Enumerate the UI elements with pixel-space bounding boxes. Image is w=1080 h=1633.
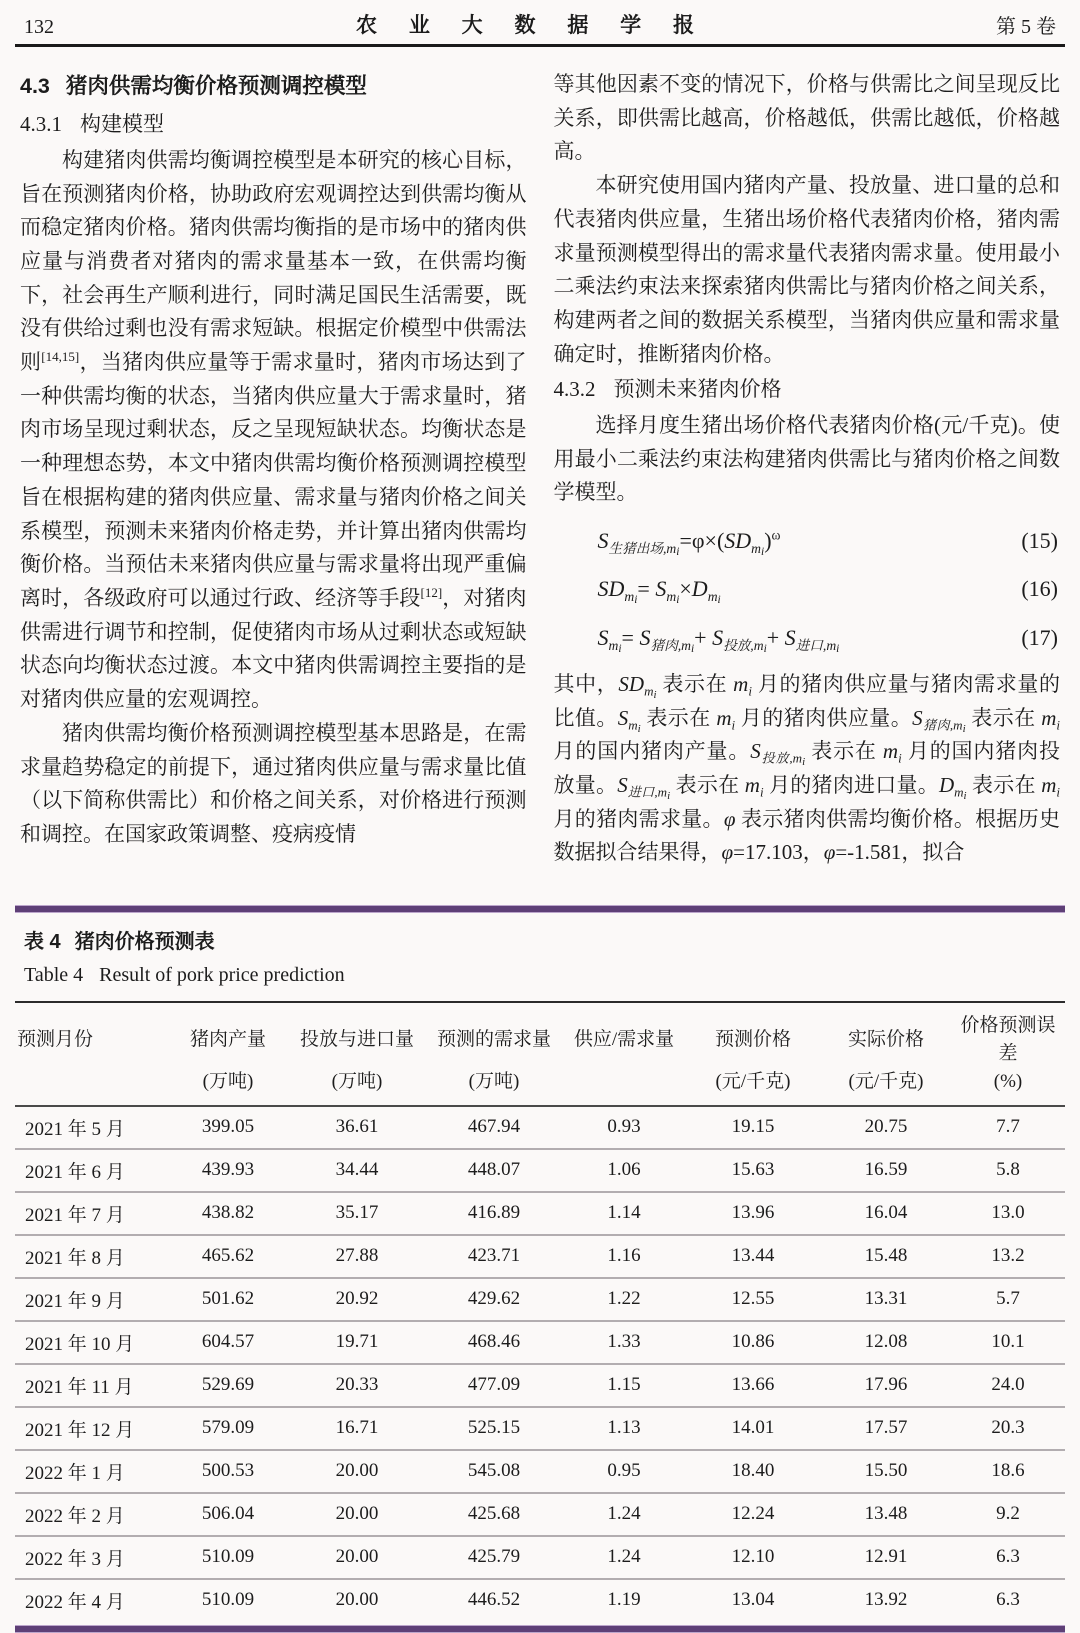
text-segment: 进口,m — [795, 637, 837, 653]
table-cell: 19.71 — [335, 1331, 379, 1353]
table-cell: 13.92 — [864, 1589, 908, 1611]
table-cell: 2021 年 8 月 — [25, 1247, 125, 1269]
table-body — [15, 1106, 1065, 1621]
table-row — [15, 1149, 1065, 1192]
table-cell: 2022 年 4 月 — [25, 1591, 125, 1613]
text-segment: m — [608, 637, 619, 653]
table-cell: 416.89 — [467, 1202, 521, 1224]
table-cell: 545.08 — [467, 1460, 521, 1482]
table-cell: 2021 年 9 月 — [25, 1290, 125, 1312]
table-cell: 10.86 — [731, 1331, 775, 1353]
table-row — [15, 1364, 1065, 1407]
table-row — [15, 1450, 1065, 1493]
text-segment: 投放,m — [723, 637, 764, 653]
table-cell: 1.24 — [607, 1503, 641, 1525]
superscript: ω — [771, 527, 781, 543]
table-cell: 2021 年 6 月 — [25, 1161, 125, 1183]
formula — [554, 620, 840, 655]
text-segment: φ — [823, 840, 836, 865]
text-segment: S — [712, 624, 724, 650]
table-captions — [0, 913, 1080, 991]
table-caption-zh-title: 猪肉价格预测表 — [74, 931, 215, 953]
table-cell: 2021 年 10 月 — [25, 1333, 135, 1355]
table-cell: 14.01 — [731, 1417, 775, 1439]
text-segment: 生猪出场,m — [608, 540, 677, 556]
text-segment: 等其他因素不变的情况下，价格与供需比之间呈现反比关系，即供需比越高，价格越低，供需比越低，价格越高。 — [553, 72, 1060, 164]
text-segment: S — [912, 705, 923, 730]
table-cell: 446.52 — [467, 1589, 521, 1611]
table-cell: 19.15 — [731, 1116, 775, 1138]
table-cell: 0.93 — [607, 1116, 641, 1138]
text-segment: 月的猪肉进口量。 — [763, 773, 939, 798]
table-top-accent-bar — [15, 905, 1065, 913]
table-row — [15, 1407, 1065, 1450]
text-segment: m — [644, 683, 654, 699]
table-cell: 529.69 — [201, 1374, 255, 1396]
table-caption-zh-number: 表 4 — [24, 931, 61, 953]
table-cell: 468.46 — [467, 1331, 521, 1353]
table-cell: 2021 年 7 月 — [25, 1204, 125, 1226]
subsection-number: 4.3.1 — [20, 112, 62, 137]
table-cell: 20.3 — [991, 1417, 1025, 1439]
table-cell: 24.0 — [991, 1374, 1025, 1396]
text-segment: S — [597, 528, 609, 554]
table-cell: 20.00 — [335, 1589, 379, 1611]
column-unit: (万吨) — [468, 1071, 520, 1093]
table-bottom-accent-bar — [15, 1625, 1065, 1633]
table-cell: 18.40 — [731, 1460, 775, 1482]
table-cell: 7.7 — [996, 1116, 1020, 1138]
text-segment: SD — [597, 576, 625, 602]
table-cell: 15.50 — [864, 1460, 908, 1482]
table-row — [15, 1536, 1065, 1579]
table-cell: 525.15 — [467, 1417, 521, 1439]
column-header: 预测月份 — [17, 1028, 94, 1050]
table-cell: 5.8 — [996, 1159, 1020, 1181]
table-cell: 2022 年 1 月 — [25, 1462, 125, 1484]
text-segment: + — [766, 624, 785, 650]
text-segment: m — [751, 540, 762, 556]
table-cell: 1.33 — [607, 1331, 641, 1353]
text-segment: S — [750, 739, 761, 764]
table-cell: 448.07 — [467, 1159, 521, 1181]
table-cell: 477.09 — [467, 1374, 521, 1396]
right-column — [554, 68, 1061, 896]
table-cell: 1.13 — [607, 1417, 641, 1439]
table-cell: 20.00 — [335, 1546, 379, 1568]
text-segment: S — [617, 705, 629, 730]
text-segment: m — [954, 784, 964, 800]
table-cell: 1.14 — [607, 1202, 641, 1224]
column-unit: (%) — [993, 1071, 1023, 1093]
text-segment: i — [731, 717, 736, 733]
formula-row — [554, 620, 1061, 655]
table-cell: 2021 年 12 月 — [25, 1419, 135, 1441]
column-header: 投放与进口量 — [299, 1028, 414, 1050]
subsection-heading — [554, 373, 1061, 407]
table-cell: 604.57 — [201, 1331, 255, 1353]
table-cell: 13.31 — [864, 1288, 908, 1310]
table-cell: 510.09 — [201, 1589, 255, 1611]
text-segment: 月的国内猪肉投放量。 — [553, 739, 1061, 798]
journal-title: 农 业 大 数 据 学 报 — [355, 14, 707, 37]
table-cell: 423.71 — [467, 1245, 521, 1267]
table-cell: 2022 年 2 月 — [25, 1505, 125, 1527]
text-segment: i — [802, 756, 806, 769]
text-segment: 表示猪肉供需均衡价格。根据历史数据拟合结果得， — [553, 806, 1061, 865]
text-segment: = — [637, 576, 656, 602]
table-cell: 34.44 — [335, 1159, 379, 1181]
table-cell: 15.63 — [731, 1159, 775, 1181]
table-cell: 35.17 — [335, 1202, 379, 1224]
text-segment: m — [1041, 773, 1057, 798]
text-segment: m — [707, 589, 718, 605]
text-segment: i — [634, 594, 638, 607]
table-cell: 1.15 — [607, 1374, 641, 1396]
article-body — [0, 47, 1080, 896]
text-segment: i — [667, 789, 671, 802]
table-cell: 15.48 — [864, 1245, 908, 1267]
table-row — [15, 1106, 1065, 1149]
text-segment: + — [694, 624, 713, 650]
table-cell: 13.2 — [991, 1245, 1025, 1267]
table-cell: 12.55 — [731, 1288, 775, 1310]
text-segment: i — [653, 688, 657, 701]
table-cell: 13.44 — [731, 1245, 775, 1267]
text-segment: × — [679, 576, 692, 602]
text-segment: =17.103， — [733, 840, 824, 865]
table-row — [15, 1278, 1065, 1321]
volume-label: 第 5 卷 — [995, 16, 1056, 38]
paragraph — [554, 169, 1061, 371]
section-title: 猪肉供需均衡价格预测调控模型 — [65, 74, 367, 98]
formula-block — [554, 523, 1061, 655]
text-segment: 选择月度生猪出场价格代表猪肉价格(元/千克)。使用最小二乘法约束法构建猪肉供需比与猪肉价格之间数学模型。 — [553, 412, 1060, 505]
text-segment: m — [666, 589, 677, 605]
subsection-heading — [20, 108, 527, 142]
formula — [554, 523, 781, 558]
text-segment: = — [621, 624, 640, 650]
text-segment: 猪肉,m — [922, 717, 963, 733]
table-caption-en-number: Table 4 — [24, 964, 84, 986]
price-prediction-table — [15, 1001, 1065, 1621]
text-segment: m — [733, 671, 749, 696]
table-caption-en-title: Result of pork price prediction — [99, 964, 345, 986]
text-segment: 猪肉供需均衡价格预测调控模型基本思路是，在需求量趋势稳定的前提下，通过猪肉供应量与需求量比值（以下简称供需比）和价格之间关系，对价格进行预测和调控。在国家政策调整、疫病疫情 — [20, 720, 527, 846]
text-segment: 表示在 — [656, 671, 734, 696]
table-cell: 13.96 — [731, 1202, 775, 1224]
text-segment: m — [624, 589, 635, 605]
text-segment: 投放,m — [760, 750, 803, 766]
table-cell: 2021 年 5 月 — [25, 1118, 125, 1140]
table-cell: 20.00 — [335, 1460, 379, 1482]
table-cell: 1.24 — [607, 1546, 641, 1568]
table-cell: 1.06 — [607, 1159, 641, 1181]
superscript: [14,15] — [41, 349, 80, 365]
table-cell: 506.04 — [201, 1503, 255, 1525]
table-cell: 20.00 — [335, 1503, 379, 1525]
text-segment: S — [617, 773, 628, 798]
table-cell: 429.62 — [467, 1288, 521, 1310]
text-segment: 表示在 — [670, 773, 745, 798]
table-cell: 10.1 — [991, 1331, 1025, 1353]
page-number: 132 — [24, 16, 54, 38]
table-cell: 399.05 — [201, 1116, 255, 1138]
section-number: 4.3 — [20, 74, 50, 98]
text-segment: S — [784, 624, 796, 650]
text-segment: i — [763, 642, 767, 655]
column-unit: (万吨) — [202, 1071, 254, 1093]
text-segment: i — [898, 750, 902, 766]
text-segment: φ — [721, 840, 734, 865]
column-unit — [563, 1067, 685, 1106]
table-cell: 9.2 — [996, 1503, 1020, 1525]
table-cell: 1.22 — [607, 1288, 641, 1310]
paragraph — [554, 68, 1061, 169]
table-cell: 5.7 — [996, 1288, 1020, 1310]
text-segment: i — [1056, 717, 1061, 733]
column-header: 预测的需求量 — [436, 1028, 551, 1050]
text-segment: S — [655, 576, 667, 602]
text-segment: i — [676, 546, 680, 559]
table-cell: 467.94 — [467, 1116, 521, 1138]
formula — [554, 571, 721, 606]
table-cell: 510.09 — [201, 1546, 255, 1568]
table-cell: 465.62 — [201, 1245, 255, 1267]
table-row — [15, 1321, 1065, 1364]
table-row — [15, 1192, 1065, 1235]
text-segment: φ — [723, 806, 736, 831]
table-cell: 0.95 — [607, 1460, 641, 1482]
text-segment: 月的猪肉需求量。 — [553, 806, 724, 831]
text-segment: m — [1041, 705, 1057, 730]
table-caption-zh — [24, 925, 1056, 954]
formula-row — [554, 571, 1061, 606]
text-segment: m — [716, 705, 732, 730]
paragraph — [20, 717, 527, 852]
table-cell: 438.82 — [201, 1202, 255, 1224]
text-segment: ) — [764, 528, 772, 554]
text-segment: i — [676, 594, 680, 607]
column-unit: (元/千克) — [848, 1071, 924, 1093]
text-segment: =-1.581，拟合 — [835, 840, 965, 865]
table-cell: 425.79 — [467, 1546, 521, 1568]
table-cell: 13.48 — [864, 1503, 908, 1525]
subsection-number: 4.3.2 — [553, 377, 596, 402]
table-cell: 12.08 — [864, 1331, 908, 1353]
table-cell: 1.16 — [607, 1245, 641, 1267]
text-segment: 构建猪肉供需均衡调控模型是本研究的核心目标，旨在预测猪肉价格，协助政府宏观调控达到供需均衡从而稳定猪肉价格。猪肉供需均衡指的是市场中的猪肉供应量与消费者对猪肉的需求量基本一致，在供需均衡下，社会再生产顺利进行，同时满足国民生活需要，既没有供给过剩也没有需求短缺。根据定价模型中供需法则 — [20, 147, 527, 375]
column-header: 供应/需求量 — [573, 1028, 675, 1050]
table-cell: 579.09 — [201, 1417, 255, 1439]
left-column — [20, 68, 527, 896]
text-segment: 表示在 — [966, 773, 1042, 798]
text-segment: i — [759, 784, 764, 800]
column-header: 猪肉产量 — [189, 1028, 266, 1050]
text-segment: S — [597, 624, 609, 650]
text-segment: i — [748, 683, 752, 699]
table-cell: 439.93 — [201, 1159, 255, 1181]
table-cell: 20.75 — [864, 1116, 908, 1138]
table-caption-en — [24, 964, 1056, 987]
table-cell: 13.0 — [991, 1202, 1025, 1224]
table-cell: 16.59 — [864, 1159, 908, 1181]
table-cell: 20.33 — [335, 1374, 379, 1396]
paragraph — [554, 409, 1061, 510]
formula-number: (15) — [1021, 528, 1058, 554]
text-segment: i — [690, 642, 695, 655]
formula-number: (17) — [1021, 624, 1058, 650]
table-cell: 501.62 — [201, 1288, 255, 1310]
column-unit: (元/千克) — [715, 1071, 791, 1093]
table-cell: 500.53 — [201, 1460, 255, 1482]
table-cell: 36.61 — [335, 1116, 379, 1138]
column-header: 价格预测误差 — [960, 1015, 1056, 1064]
table-cell: 6.3 — [996, 1546, 1020, 1568]
text-segment: 表示在 — [640, 705, 717, 730]
table-cell: 18.6 — [991, 1460, 1025, 1482]
text-segment: SD — [618, 671, 645, 696]
table-cell: 16.71 — [335, 1417, 379, 1439]
text-segment: 其中， — [553, 671, 619, 696]
table-cell: 12.10 — [731, 1546, 775, 1568]
text-segment: SD — [724, 528, 752, 554]
table-cell: 1.19 — [607, 1589, 641, 1611]
paragraph — [20, 144, 527, 717]
table-header-row — [15, 1067, 1065, 1106]
table-header-row — [15, 1002, 1065, 1067]
column-header: 实际价格 — [847, 1028, 924, 1050]
text-segment: m — [628, 717, 638, 733]
text-segment: ，当猪肉供应量等于需求量时，猪肉市场达到了一种供需均衡的状态，当猪肉供应量大于需求量时，猪肉市场呈现过剩状态，反之呈现短缺状态。均衡状态是一种理想态势，本文中猪肉供需均衡价格预测调控模型旨在根据构建的猪肉供应量、需求量与猪肉价格之间关系模型，预测未来猪肉价格走势，并计算出猪肉供需均衡价格。当预估未来猪肉供应量与需求量将出现严重偏离时，各级政府可以通过行政、经济等手段 — [20, 350, 527, 610]
subsection-title: 构建模型 — [80, 112, 164, 137]
text-segment: i — [717, 594, 721, 607]
text-segment: 猪肉,m — [650, 637, 691, 653]
table-cell: 12.91 — [864, 1546, 908, 1568]
column-unit — [15, 1067, 167, 1106]
text-segment: 月的国内猪肉产量。 — [553, 739, 751, 764]
table-cell: 2022 年 3 月 — [25, 1548, 125, 1570]
text-segment: i — [618, 642, 622, 655]
table-cell: 20.92 — [335, 1288, 379, 1310]
text-segment: 表示在 — [965, 705, 1042, 730]
table-cell: 17.96 — [864, 1374, 908, 1396]
formula-row — [554, 523, 1061, 558]
section-heading — [20, 70, 527, 102]
table-cell: 16.04 — [864, 1202, 908, 1224]
text-segment: D — [938, 773, 955, 798]
table-cell: 6.3 — [996, 1589, 1020, 1611]
formula-number: (16) — [1021, 576, 1058, 602]
text-segment: 本研究使用国内猪肉产量、投放量、进口量的总和代表猪肉供应量，生猪出场价格代表猪肉价格，猪肉需求量预测模型得出的需求量代表猪肉需求量。使用最小二乘法约束法来探索猪肉供需比与猪肉价格之间关系，构建两者之间的数据关系模型，当猪肉供应量和需求量确定时，推断猪肉价格。 — [553, 173, 1060, 366]
text-segment: i — [637, 722, 641, 735]
text-segment: 进口,m — [627, 784, 668, 800]
column-header: 预测价格 — [714, 1028, 791, 1050]
running-head — [0, 0, 1080, 42]
text-segment: 表示在 — [805, 739, 883, 764]
table-cell: 13.04 — [731, 1589, 775, 1611]
table-cell: 2021 年 11 月 — [25, 1376, 134, 1398]
table-header — [15, 1002, 1065, 1106]
text-segment: i — [963, 789, 967, 802]
table-row — [15, 1235, 1065, 1278]
text-segment: 月的猪肉供应量与猪肉需求量的比值。 — [553, 671, 1061, 730]
text-segment: i — [1056, 784, 1061, 800]
table-row — [15, 1579, 1065, 1621]
superscript: [12] — [420, 584, 443, 600]
table-cell: 13.66 — [731, 1374, 775, 1396]
text-segment: i — [836, 642, 840, 655]
text-segment: i — [761, 546, 765, 559]
text-segment: D — [691, 576, 708, 602]
text-segment: m — [744, 773, 760, 798]
column-unit: (万吨) — [331, 1071, 383, 1093]
table-cell: 27.88 — [335, 1245, 379, 1267]
text-segment: ，对猪肉供需进行调节和控制，促使猪肉市场从过剩状态或短缺状态向均衡状态过渡。本文中猪肉供需调控主要指的是对猪肉供应量的宏观调控。 — [20, 585, 527, 712]
paragraph — [554, 668, 1061, 870]
table-cell: 425.68 — [467, 1503, 521, 1525]
table-cell: 17.57 — [864, 1417, 908, 1439]
text-segment: i — [962, 722, 966, 735]
subsection-title: 预测未来猪肉价格 — [613, 377, 782, 402]
table-row — [15, 1493, 1065, 1536]
text-segment: m — [882, 739, 899, 764]
text-segment: 月的猪肉供应量。 — [735, 705, 913, 730]
text-segment: S — [639, 624, 651, 650]
text-segment: =φ×( — [679, 528, 725, 554]
table-cell: 12.24 — [731, 1503, 775, 1525]
